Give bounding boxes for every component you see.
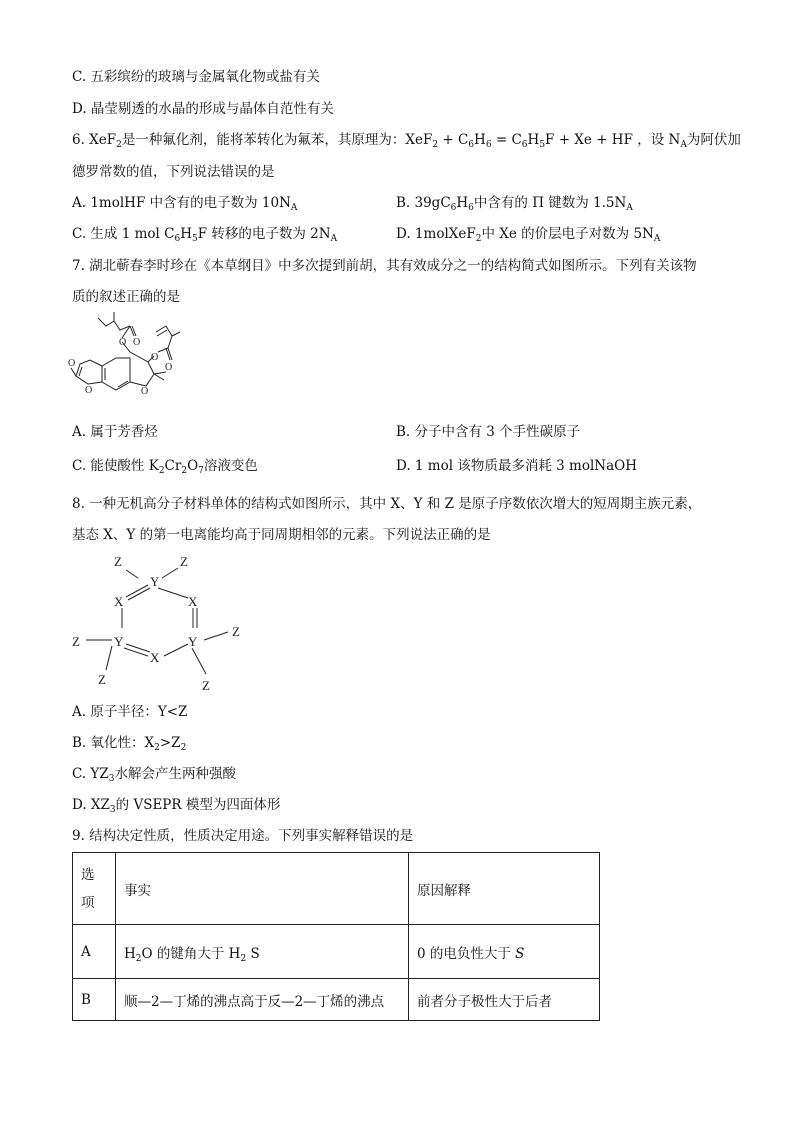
q5-option-c: C. 五彩缤纷的玻璃与金属氧化物或盐有关 <box>72 69 320 85</box>
q7-atom-o-5: O <box>141 386 149 397</box>
row-b-label: B <box>73 979 116 1021</box>
row-a-reason: 0 的电负性大于 S <box>409 925 600 979</box>
q8-stem-line2: 基态 X、Y 的第一电离能均高于同周期相邻的元素。下列说法正确的是 <box>72 527 491 543</box>
row-b-reason: 前者分子极性大于后者 <box>409 979 600 1021</box>
q8-atom-x-2: X <box>188 594 198 609</box>
header-fact: 事实 <box>116 853 409 925</box>
q7-option-d: D. 1 mol 该物质最多消耗 3 molNaOH <box>396 458 637 474</box>
q8-option-a: A. 原子半径：Y<Z <box>72 704 188 720</box>
q8-atom-y-3: Y <box>188 634 198 649</box>
q8-atom-z-5: Z <box>98 672 106 687</box>
table-header-row <box>73 853 600 925</box>
q8-option-c: C. $YZ_3$水解会产生两种强酸 <box>72 766 236 784</box>
q8-atom-y-1: Y <box>150 574 160 589</box>
q8-atom-z-3: Z <box>72 634 80 649</box>
q8-atom-z-6: Z <box>202 678 210 693</box>
q7-atom-o-7: O <box>85 385 93 396</box>
q7-atom-o-6: O <box>68 358 76 369</box>
q8-atom-x-3: X <box>150 650 160 665</box>
q8-option-d: D. $XZ_3$的 VSEPR 模型为四面体形 <box>72 797 281 815</box>
row-a-fact: $H_2O$ 的键角大于 $H_2$ S <box>116 925 409 979</box>
q8-atom-y-2: Y <box>114 634 124 649</box>
q8-stem-line1: 8. 一种无机高分子材料单体的结构式如图所示，其中 X、Y 和 Z 是原子序数依次增大的短周期主族元素， <box>72 496 702 512</box>
q7-structure-diagram <box>68 312 208 404</box>
q8-atom-z-2: Z <box>180 554 188 569</box>
q7-stem-line1: 7. 湖北蕲春李时珍在《本草纲目》中多次提到前胡，其有效成分之一的结构简式如图所示。下列有关该物 <box>72 258 697 274</box>
q6-option-a: A. 1molHF 中含有的电子数为 $10N_A$ <box>72 195 298 213</box>
q7-atom-o-1: O <box>119 337 127 348</box>
q7-atom-o-2: O <box>133 337 141 348</box>
q7-option-a: A. 属于芳香烃 <box>72 424 158 440</box>
header-option: 选项 <box>73 853 116 925</box>
q7-option-c: C. 能使酸性 $K_2Cr_2O_7$溶液变色 <box>72 458 258 476</box>
q7-atom-o-3: O <box>151 352 159 363</box>
q8-atom-x-1: X <box>114 594 124 609</box>
q7-option-b: B. 分子中含有 3 个手性碳原子 <box>396 424 581 440</box>
table-row <box>73 925 600 979</box>
q6-option-b: B. $39gC_6H_6$中含有的 Π 键数为 $1.5N_A$ <box>396 195 633 213</box>
q7-atom-o-4: O <box>165 362 173 373</box>
table-row <box>73 979 600 1021</box>
q5-option-d: D. 晶莹剔透的水晶的形成与晶体自范性有关 <box>72 101 334 117</box>
header-reason: 原因解释 <box>409 853 600 925</box>
q7-stem-line2: 质的叙述正确的是 <box>72 289 180 305</box>
q8-option-b: B. 氧化性：$X_2>Z_2$ <box>72 735 187 753</box>
q8-atom-z-4: Z <box>232 624 240 639</box>
q6-option-d: D. 1molXeF$_2$中 Xe 的价层电子对数为 $5N_A$ <box>396 226 661 244</box>
q9-table <box>72 852 600 1021</box>
row-b-fact: 顺—2—丁烯的沸点高于反—2—丁烯的沸点 <box>116 979 409 1021</box>
row-a-label: A <box>73 925 116 979</box>
q6-option-c: C. 生成 1 mol $C_6H_5F$ 转移的电子数为 $2N_A$ <box>72 226 338 244</box>
q6-stem-line1: 6. XeF$_2$是一种氟化剂，能将苯转化为氟苯，其原理为：$XeF_2 + C_6H_6 = C_6H_5F + Xe$ + HF ，设 $N_A$为阿伏加 <box>72 132 741 150</box>
q8-atom-z-1: Z <box>114 554 122 569</box>
q9-stem: 9. 结构决定性质，性质决定用途。下列事实解释错误的是 <box>72 828 414 844</box>
q8-structure-diagram <box>66 548 256 696</box>
q6-stem-line2: 德罗常数的值，下列说法错误的是 <box>72 164 275 180</box>
